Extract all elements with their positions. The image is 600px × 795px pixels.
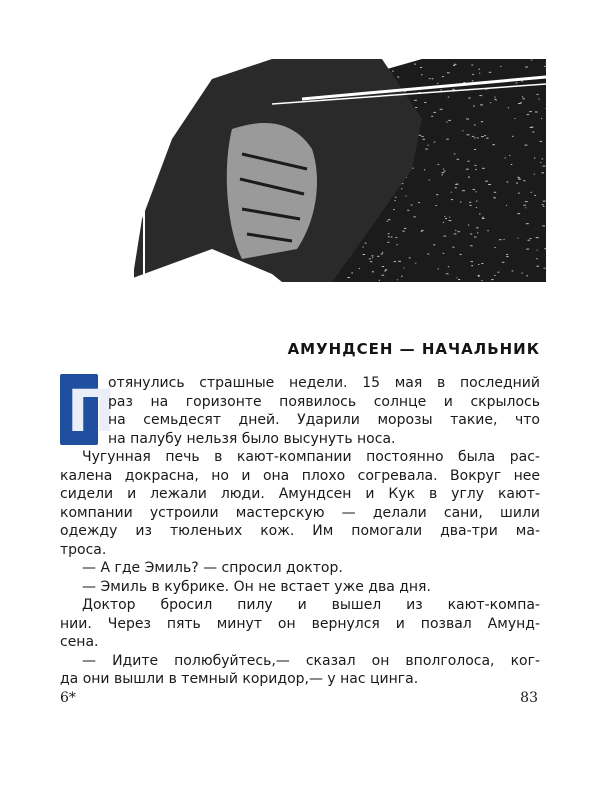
text-line: — Эмиль в кубрике. Он не встает уже два дня. xyxy=(82,578,431,595)
text-line: раз на горизонте появилось солнце и скрылось xyxy=(108,393,540,410)
drop-cap xyxy=(60,374,116,445)
text-line: на палубу нельзя было высунуть носа. xyxy=(108,430,396,447)
text-line: троса. xyxy=(60,541,107,558)
text-line: на семьдесят дней. Ударили морозы такие, что xyxy=(108,412,540,428)
text-line: нии. Через пять минут он вернулся и позвал Амунд- xyxy=(60,615,540,632)
page-number: 83 xyxy=(520,690,538,706)
text-line: — Идите полюбуйтесь,— сказал он вполголоса, ког- xyxy=(82,652,540,669)
text-line: Чугунная печь в кают-компании постоянно была рас- xyxy=(82,449,540,465)
text-line: калена докрасна, но и она плохо согревала. Вокруг нее xyxy=(60,467,540,484)
text-line: Доктор бросил пилу и вышел из кают-компа- xyxy=(82,597,540,613)
text-line: одежду из тюленьих кож. Им помогали два-три ма- xyxy=(60,523,540,539)
text-line: отянулись страшные недели. 15 мая в последний xyxy=(108,375,540,391)
text-line: сидели и лежали люди. Амундсен и Кук в углу кают- xyxy=(60,486,540,502)
text-line: да они вышли в темный коридор,— у нас цинга. xyxy=(60,671,419,687)
woodcut-illustration xyxy=(122,59,546,282)
hooded-figure-engraving xyxy=(122,59,546,282)
text-line: — А где Эмиль? — спросил доктор. xyxy=(82,560,343,576)
text-line: компании устроили мастерскую — делали сани, шили xyxy=(60,504,540,521)
drop-cap-letter: П xyxy=(67,377,116,445)
signature-mark: 6* xyxy=(60,690,76,706)
text-line: сена. xyxy=(60,634,99,650)
chapter-title: АМУНДСЕН — НАЧАЛЬНИК xyxy=(287,340,540,358)
